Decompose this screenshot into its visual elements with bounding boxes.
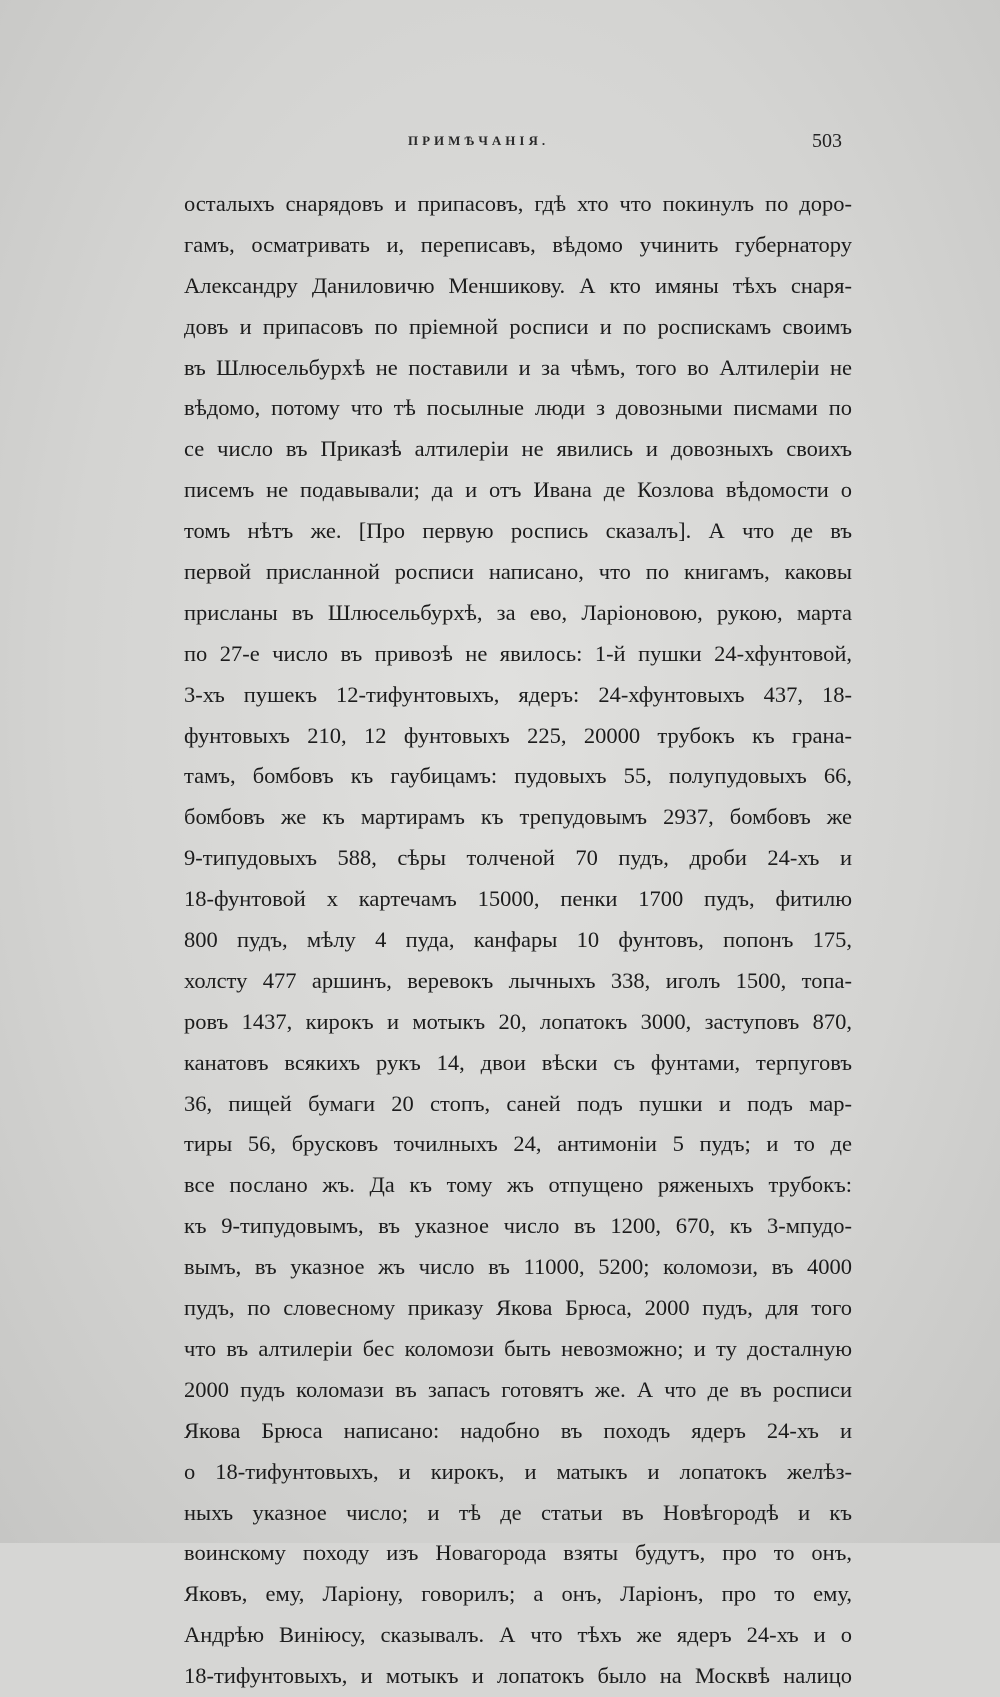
text-line: воинскому походу изъ Новагорода взяты будутъ, про то онъ, (184, 1540, 852, 1566)
text-line: въ Шлюсельбурхѣ не поставили и за чѣмъ, того во Алтилеріи не (184, 354, 852, 380)
text-line: вымъ, въ указное жъ число въ 11000, 5200; коломози, въ 4000 (184, 1254, 852, 1280)
text-line: присланы въ Шлюсельбурхѣ, за ево, Ларіоновою, рукою, марта (184, 599, 852, 625)
text-line: первой присланной росписи написано, что по книгамъ, каковы (184, 559, 852, 585)
text-line: о 18-тифунтовыхъ, и кирокъ, и матыкъ и лопатокъ желѣз- (184, 1458, 852, 1484)
text-line: томъ нѣтъ же. [Про первую роспись сказалъ]. А что де въ (184, 518, 852, 544)
text-line: холсту 477 аршинъ, веревокъ лычныхъ 338, иголъ 1500, топа- (184, 967, 852, 993)
text-line: Александру Даниловичю Меншикову. А кто имяны тѣхъ снаря- (184, 272, 852, 298)
body-text (184, 184, 852, 1697)
text-line: что въ алтилеріи бес коломози быть невозможно; и ту досталную (184, 1335, 852, 1361)
text-line: осталыхъ снарядовъ и припасовъ, гдѣ хто что покинулъ по доро- (184, 191, 852, 216)
text-line: канатовъ всякихъ рукъ 14, двои вѣски съ фунтами, терпуговъ (184, 1049, 852, 1075)
text-line: Якова Брюса написано: надобно въ походъ ядеръ 24-хъ и (184, 1417, 852, 1443)
text-line: ныхъ указное число; и тѣ де статьи въ Новѣгородѣ и къ (184, 1499, 852, 1525)
text-line: тамъ, бомбовъ къ гаубицамъ: пудовыхъ 55, полупудовыхъ 66, (184, 763, 852, 789)
text-line: 18-фунтовой х картечамъ 15000, пенки 1700 пудъ, фитилю (184, 886, 852, 912)
text-line: къ 9-типудовымъ, въ указное число въ 1200, 670, къ 3-мпудо- (184, 1213, 852, 1239)
text-line: 36, пищей бумаги 20 стопъ, саней подъ пушки и подъ мар- (184, 1090, 852, 1116)
text-line: 2000 пудъ коломази въ запасъ готовятъ же. А что де въ росписи (184, 1376, 852, 1402)
text-line: писемъ не подавывали; да и отъ Ивана де Козлова вѣдомости о (184, 477, 852, 503)
text-line: се число въ Приказѣ алтилеріи не явились и довозныхъ своихъ (184, 436, 852, 462)
page-number: 503 (812, 130, 842, 152)
text-line: Андрѣю Виніюсу, сказывалъ. А что тѣхъ же ядеръ 24-хъ и о (184, 1622, 852, 1648)
text-line: Яковъ, ему, Ларіону, говорилъ; а онъ, Ларіонъ, про то ему, (184, 1581, 852, 1607)
text-line: довъ и припасовъ по пріемной росписи и по роспискамъ своимъ (184, 313, 852, 339)
text-line: гамъ, осматривать и, переписавъ, вѣдомо учинить губернатору (184, 231, 852, 257)
text-line: 3-хъ пушекъ 12-тифунтовыхъ, ядеръ: 24-хфунтовыхъ 437, 18- (184, 681, 852, 707)
text-line: все послано жъ. Да къ тому жъ отпущено ряженыхъ трубокъ: (184, 1172, 852, 1198)
text-line: фунтовыхъ 210, 12 фунтовыхъ 225, 20000 трубокъ къ грана- (184, 722, 852, 748)
text-line: 18-тифунтовыхъ, и мотыкъ и лопатокъ было на Москвѣ налицо (184, 1663, 852, 1689)
text-line: тиры 56, брусковъ точилныхъ 24, антимоніи 5 пудъ; и то де (184, 1131, 852, 1157)
text-line: 800 пудъ, мѣлу 4 пуда, канфары 10 фунтовъ, попонъ 175, (184, 927, 852, 953)
text-line: ровъ 1437, кирокъ и мотыкъ 20, лопатокъ 3000, заступовъ 870, (184, 1008, 852, 1034)
text-line: вѣдомо, потому что тѣ посылные люди з довозными писмами по (184, 395, 852, 421)
text-line: пудъ, по словесному приказу Якова Брюса, 2000 пудъ, для того (184, 1295, 852, 1321)
text-line: 9-типудовыхъ 588, сѣры толченой 70 пудъ, дроби 24-хъ и (184, 845, 852, 871)
running-title: ПРИМѢЧАНІЯ. (408, 133, 550, 148)
text-line: бомбовъ же къ мартирамъ къ трепудовымъ 2937, бомбовъ же (184, 804, 852, 830)
text-line: по 27-е число въ привозѣ не явилось: 1-й пушки 24-хфунтовой, (184, 640, 852, 666)
page-header (0, 130, 1000, 160)
